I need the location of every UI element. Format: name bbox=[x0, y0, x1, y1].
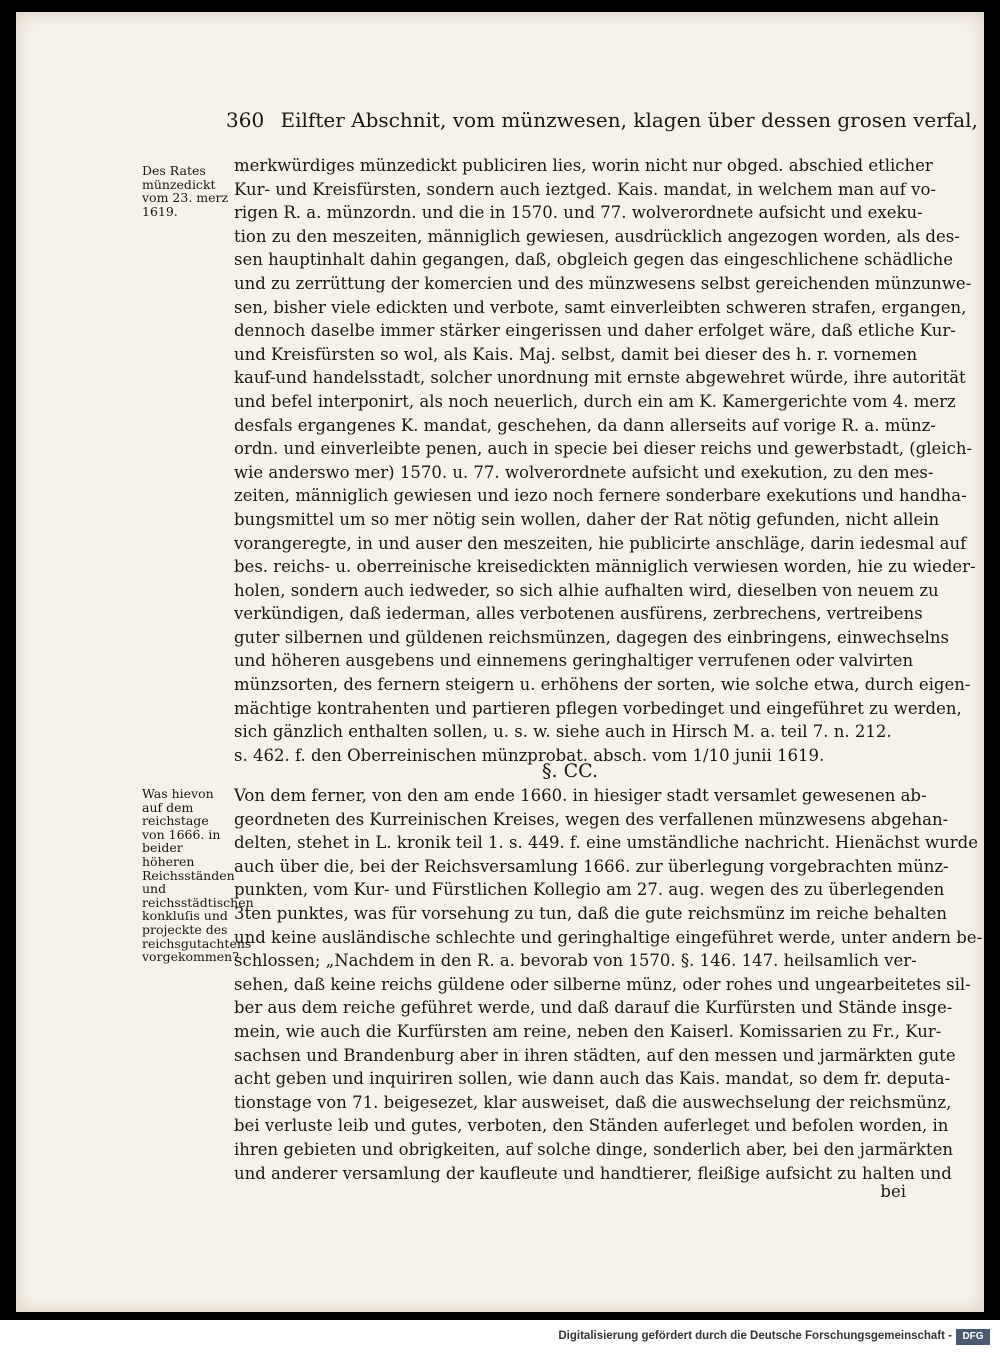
text-line: rigen R. a. münzordn. und die in 1570. und 77. wolverordnete aufsicht und exeku- bbox=[234, 203, 923, 223]
text-line: dennoch daselbe immer stärker eingerissen und daher erfolget wäre, daß etliche Kur- bbox=[234, 321, 956, 341]
text-line: ordn. und einverleibte penen, auch in specie bei dieser reichs und gewerbstadt, (gleich- bbox=[234, 439, 973, 459]
catchword: bei bbox=[880, 1182, 906, 1201]
text-line: bungsmittel um so mer nötig sein wollen, daher der Rat nötig gefunden, nicht allein bbox=[234, 509, 940, 529]
text-line: Von dem ferner, von den am ende 1660. in hiesiger stadt versamlet gewesenen ab- bbox=[234, 786, 927, 805]
text-line: auch über die, bei der Reichsversamlung 1666. zur überlegung vorgebrachten münz- bbox=[234, 856, 949, 876]
book-page bbox=[16, 12, 984, 1312]
section-heading: §. CC. bbox=[542, 760, 599, 782]
text-line: ihren gebieten und obrigkeiten, auf solche dinge, sonderlich aber, bei den jarmärkten bbox=[234, 1139, 954, 1159]
text-line: acht geben und inquiriren sollen, wie dann auch das Kais. mandat, so dem fr. deputa- bbox=[234, 1069, 951, 1089]
catchword-row bbox=[234, 1180, 906, 1204]
funding-credit: Digitalisierung gefördert durch die Deutsche Forschungsgemeinschaft - bbox=[558, 1330, 952, 1342]
text-line: wie anderswo mer) 1570. u. 77. wolverordnete aufsicht und exekution, zu den mes- bbox=[234, 462, 934, 482]
text-line: bes. reichs- u. oberreinische kreisedickten männiglich verwiesen worden, hie zu wieder- bbox=[234, 557, 976, 577]
text-line: delten, stehet in L. kronik teil 1. s. 449. f. eine umständliche nachricht. Hienächst wurde bbox=[234, 833, 978, 853]
text-line: punkten, vom Kur- und Fürstlichen Kollegio am 27. aug. wegen des zu überlegenden bbox=[234, 880, 945, 900]
text-line: und befel interponirt, als noch neuerlich, durch ein am K. Kamergerichte vom 4. merz bbox=[234, 391, 956, 411]
text-line: tionstage von 71. beigesezet, klar ausweiset, daß die auswechselung der reichsmünz, bbox=[234, 1092, 952, 1112]
page-number: 360 bbox=[226, 108, 265, 132]
text-line: sich gänzlich enthalten sollen, u. s. w. siehe auch in Hirsch M. a. teil 7. n. 212. bbox=[234, 722, 892, 742]
text-line: vorangeregte, in und auser den meszeiten, hie publicirte anschläge, darin iedesmal auf bbox=[234, 533, 967, 553]
text-line: mein, wie auch die Kurfürsten am reine, neben den Kaiserl. Komissarien zu Fr., Kur- bbox=[234, 1021, 942, 1041]
text-line: und höheren ausgebens und einnemens geringhaltiger verrufenen oder valvirten bbox=[234, 651, 914, 671]
text-line: und Kreisfürsten so wol, als Kais. Maj. selbst, damit bei dieser des h. r. vornemen bbox=[234, 344, 918, 364]
marginal-note: Des Rates münzedickt vom 23. merz 1619. bbox=[142, 163, 229, 219]
body-text-block bbox=[234, 784, 983, 1185]
text-line: geordneten des Kurreinischen Kreises, wegen des verfallenen münzwesens abgehan- bbox=[234, 809, 949, 829]
text-line: ber aus dem reiche geführet werde, und daß darauf die Kurfürsten und Stände insge- bbox=[234, 998, 953, 1018]
text-line: schlossen; „Nachdem in den R. a. bevorab von 1570. §. 146. 147. heilsamlich ver- bbox=[234, 951, 917, 971]
text-line: kauf-und handelsstadt, solcher unordnung mit ernste abgewehret würde, ihre autorität bbox=[234, 368, 966, 388]
text-line: 3ten punktes, was für vorsehung zu tun, daß die gute reichsmünz im reiche behalten bbox=[234, 903, 947, 923]
body-text-block bbox=[234, 154, 976, 767]
marginal-note: Was hievon auf dem reichstage von 1666. in beider höheren Reichsständen und reichsstädtischen konkluſis und projeckte des reichsgutachtens vorgekommen? bbox=[142, 786, 254, 965]
text-line: mächtige kontrahenten und partieren pflegen vorbedinget und eingeführet zu werden, bbox=[234, 698, 962, 718]
text-line: holen, sondern auch iedweder, so sich alhie aufhalten wird, dieselben von neuem zu bbox=[234, 580, 939, 600]
text-line: sehen, daß keine reichs güldene oder silberne münz, oder rohes und ungearbeitetes sil- bbox=[234, 974, 971, 994]
text-line: merkwürdiges münzedickt publiciren lies, worin nicht nur obged. abschied etlicher bbox=[234, 156, 933, 175]
text-line: zeiten, männiglich gewiesen und iezo noch fernere sonderbare exekutions und handha- bbox=[234, 486, 967, 506]
text-line: verkündigen, daß iederman, alles verbotenen ausfürens, zerbrechens, vertreibens bbox=[234, 604, 923, 624]
footer-bar bbox=[0, 1320, 1000, 1355]
text-line: Kur- und Kreisfürsten, sondern auch ieztged. Kais. mandat, in welchem man auf vo- bbox=[234, 179, 936, 199]
text-line: sachsen und Brandenburg aber in ihren städten, auf den messen und jarmärkten gute bbox=[234, 1045, 956, 1065]
text-line: münzsorten, des fernern steigern u. erhöhens der sorten, wie solche etwa, durch eigen- bbox=[234, 675, 971, 695]
text-line: und anderer versamlung der kaufleute und handtierer, fleißige aufsicht zu halten und bbox=[234, 1163, 952, 1183]
text-line: bei verluste leib und gutes, verboten, den Ständen auferleget und befolen worden, in bbox=[234, 1116, 949, 1136]
text-line: tion zu den meszeiten, männiglich gewiesen, ausdrücklich angezogen worden, als des- bbox=[234, 226, 960, 246]
dfg-logo: DFG bbox=[956, 1329, 990, 1345]
text-line: und zu zerrüttung der komercien und des münzwesens selbst gereichenden münzunwe- bbox=[234, 273, 972, 293]
text-line: sen, bisher viele edickten und verbote, samt einverleibten schweren strafen, ergangen, bbox=[234, 297, 967, 317]
text-line: s. 462. f. den Oberreinischen münzprobat. absch. vom 1/10 junii 1619. bbox=[234, 745, 825, 765]
text-line: desfals ergangenes K. mandat, geschehen, da dann allerseits auf vorige R. a. münz- bbox=[234, 415, 936, 435]
running-head-title: Eilfter Abschnit, vom münzwesen, klagen über dessen grosen verfal, bbox=[280, 108, 978, 132]
text-line: sen hauptinhalt dahin gegangen, daß, obgleich gegen das eingeschlichene schädliche bbox=[234, 250, 953, 270]
text-line: und keine ausländische schlechte und geringhaltige eingeführet werde, unter andern be- bbox=[234, 927, 983, 947]
running-head bbox=[226, 108, 978, 132]
text-line: guter silbernen und güldenen reichsmünzen, dagegen des einbringens, einwechselns bbox=[234, 627, 949, 647]
